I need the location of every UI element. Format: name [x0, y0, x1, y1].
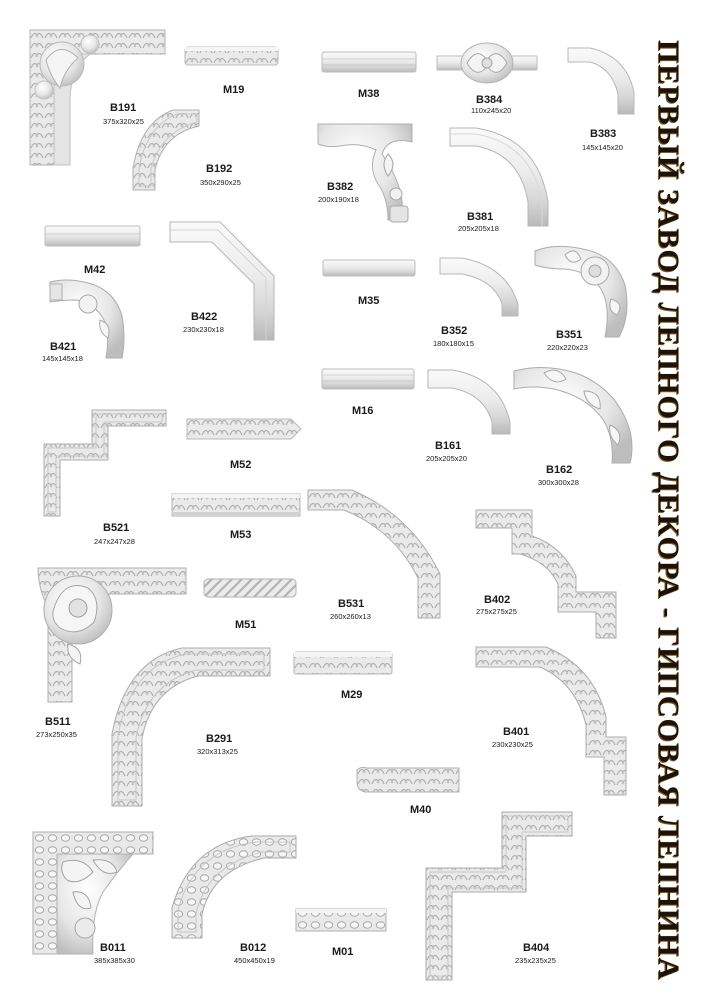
product-b192-image	[133, 110, 205, 192]
product-b011-dims: 385x385x30	[94, 956, 135, 965]
product-m19-image	[185, 45, 280, 67]
product-b161-dims: 205x205x20	[426, 454, 467, 463]
product-m52-image	[187, 417, 303, 441]
product-m01-code: M01	[332, 946, 354, 958]
product-b511-dims: 273x250x35	[36, 730, 77, 739]
product-b401-code: B401	[503, 726, 530, 738]
product-b291-code: B291	[206, 733, 233, 745]
product-b531-dims: 260x260x13	[330, 612, 371, 621]
product-b192-code: B192	[206, 163, 233, 175]
product-m51-code: M51	[235, 619, 257, 631]
product-b291-image	[112, 648, 272, 808]
product-b291-dims: 320x313x25	[197, 747, 238, 756]
product-b352-dims: 180x180x15	[433, 339, 474, 348]
product-b351-image	[535, 245, 631, 339]
product-b422-dims: 230x230x18	[183, 325, 224, 334]
product-b381-code: B381	[467, 211, 494, 223]
product-b161-code: B161	[435, 440, 462, 452]
product-b381-image	[450, 128, 550, 228]
product-b382-image	[318, 124, 414, 224]
product-m01-image	[296, 907, 388, 933]
product-b011-image	[33, 832, 155, 956]
product-b402-dims: 275x275x25	[476, 607, 517, 616]
product-m19-code: M19	[223, 84, 245, 96]
product-m52-code: M52	[230, 459, 252, 471]
product-b422-code: B422	[191, 311, 218, 323]
product-b401-dims: 230x230x25	[492, 740, 533, 749]
product-b402-image	[476, 510, 636, 640]
product-b012-dims: 450x450x19	[234, 956, 275, 965]
product-b521-code: B521	[103, 522, 130, 534]
product-m38-image	[322, 50, 418, 74]
product-b011-code: B011	[100, 942, 126, 954]
product-b191-dims: 375x320x25	[103, 117, 144, 126]
product-m35-code: M35	[358, 295, 380, 307]
product-b191-code: B191	[110, 102, 137, 114]
product-b352-code: B352	[441, 325, 468, 337]
product-b531-image	[308, 490, 444, 620]
product-m16-code: M16	[352, 405, 374, 417]
product-b382-code: B382	[327, 181, 354, 193]
product-b404-dims: 235x235x25	[515, 956, 556, 965]
product-m51-image	[204, 577, 298, 599]
product-b404-code: B404	[523, 942, 550, 954]
product-m16-image	[322, 367, 416, 391]
product-m35-image	[323, 258, 417, 278]
product-m53-code: M53	[230, 529, 252, 541]
product-b384-dims: 110x245x20	[471, 106, 512, 115]
product-m42-code: M42	[84, 264, 106, 276]
product-b421-dims: 145x145x18	[42, 354, 83, 363]
product-b012-image	[172, 836, 298, 940]
product-b382-dims: 200x190x18	[318, 195, 359, 204]
catalog-title-text: ПЕРВЫЙ ЗАВОД ЛЕПНОГО ДЕКОРА - ГИПСОВАЯ ЛЕПНИНА	[652, 39, 685, 981]
product-m42-image	[45, 224, 142, 248]
product-b351-code: B351	[556, 329, 583, 341]
product-m29-code: M29	[341, 689, 363, 701]
product-b162-image	[514, 365, 634, 465]
product-b352-image	[440, 258, 520, 318]
product-b383-image	[568, 48, 636, 116]
product-b162-dims: 300x300x28	[538, 478, 579, 487]
product-b383-dims: 145x145x20	[582, 143, 623, 152]
product-b521-dims: 247x247x28	[94, 537, 135, 546]
product-b422-image	[170, 222, 290, 342]
product-m53-image	[172, 492, 302, 518]
product-b511-code: B511	[45, 716, 71, 728]
product-m38-code: M38	[358, 88, 380, 100]
product-b521-image	[44, 410, 168, 518]
product-m29-image	[294, 650, 394, 676]
product-b351-dims: 220x220x23	[547, 343, 588, 352]
product-b381-dims: 205x205x18	[458, 224, 499, 233]
product-b402-code: B402	[484, 594, 511, 606]
product-b384-image	[437, 40, 537, 86]
product-b161-image	[428, 370, 512, 436]
product-b421-code: B421	[50, 341, 77, 353]
product-b384-code: B384	[476, 94, 503, 106]
catalog-title	[628, 40, 707, 980]
product-b162-code: B162	[546, 464, 573, 476]
product-b192-dims: 350x290x25	[200, 178, 241, 187]
product-m40-code: M40	[410, 804, 432, 816]
product-b383-code: B383	[590, 128, 617, 140]
product-b531-code: B531	[338, 598, 365, 610]
product-b401-image	[476, 647, 636, 797]
product-m40-image	[357, 766, 461, 794]
product-b012-code: B012	[240, 942, 267, 954]
